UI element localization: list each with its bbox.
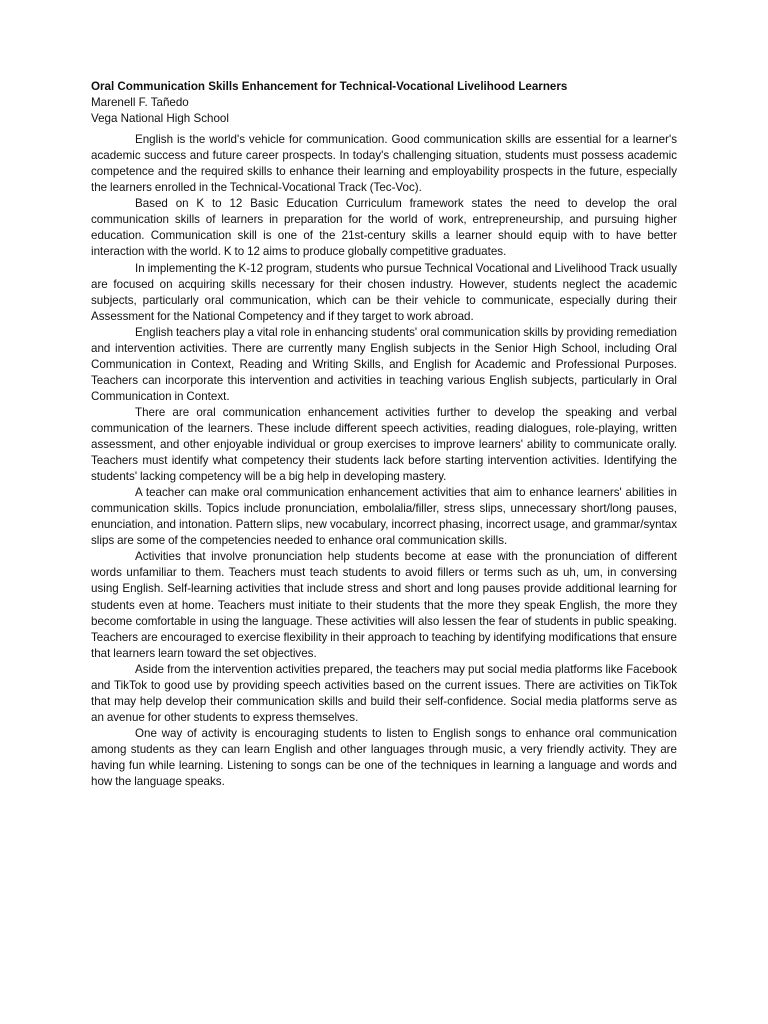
document-body	[91, 132, 677, 790]
paragraph-2: Based on K to 12 Basic Education Curriculum framework states the need to develop the oral communication skills of learners in preparation for the world of work, entrepreneurship, and pursuing higher education. Communication skill is one of the 21st-century skills a learner should equip with to have better interaction with the world. K to 12 aims to produce globally competitive graduates.	[91, 197, 677, 259]
paragraph-5: There are oral communication enhancement activities further to develop the speaking and verbal communication of the learners. These include different speech activities, reading dialogues, role-playing, written assessment, and other enjoyable individual or group exercises to improve learners' ability to communicate orally. Teachers must identify what competency their students lack before starting intervention activities. Identifying the students' lacking competency will be a big help in developing mastery.	[91, 405, 677, 484]
paragraph-9: One way of activity is encouraging students to listen to English songs to enhance oral communication among students as they can learn English and other languages through music, a very friendly activity. They are having fun while learning. Listening to songs can be one of the techniques in learning a language and words and how the language speaks.	[91, 726, 677, 789]
paragraph-4: English teachers play a vital role in enhancing students' oral communication skills by providing remediation and intervention activities. There are currently many English subjects in the Senior High School, including Oral Communication in Context, Reading and Writing Skills, and English for Academic and Professional Purposes. Teachers can incorporate this intervention and activities in teaching various English subjects, particularly in Oral Communication in Context.	[91, 325, 677, 403]
school-name: Vega National High School	[91, 112, 229, 126]
paragraph-6: A teacher can make oral communication enhancement activities that aim to enhance learners' abilities in communication skills. Topics include pronunciation, embolalia/filler, stress slips, unnecessary short/long pauses, enunciation, and intonation. Pattern slips, new vocabulary, incorrect phasing, incorrect usage, and grammar/syntax slips are some of the competencies needed to enhance oral communication skills.	[91, 486, 677, 548]
document-page	[91, 79, 677, 790]
paragraph-7: Activities that involve pronunciation help students become at ease with the pronunciation of different words unfamiliar to them. Teachers must teach students to avoid fillers or terms such as uh, um, in conversing using English. Self-learning activities that include stress and short and long pauses provide additional learning for students even at home. Teachers must initiate to their students that the more they speak English, the more they become comfortable in using the language. These activities will also lessen the fear of students in public speaking. Teachers are encouraged to exercise flexibility in their approach to teaching by identifying modifications that ensure that learners learn toward the set objectives.	[91, 550, 677, 660]
paragraph-3: In implementing the K-12 program, students who pursue Technical Vocational and Livelihood Track usually are focused on acquiring skills necessary for their chosen industry. However, students neglect the academic subjects, particularly oral communication, which can be their vehicle to communicate, especially during their Assessment for the National Competency and if they target to work abroad.	[91, 261, 677, 323]
document-title: Oral Communication Skills Enhancement for Technical-Vocational Livelihood Learners	[91, 80, 568, 93]
paragraph-1: English is the world's vehicle for communication. Good communication skills are essential for a learner's academic success and future career prospects. In today's challenging situation, students must possess academic competence and the required skills to enhance their learning and employability prospects in the future, especially the learners enrolled in the Technical-Vocational Track (Tec-Voc).	[91, 133, 677, 195]
author-name: Marenell F. Tañedo	[91, 96, 189, 110]
paragraph-8: Aside from the intervention activities prepared, the teachers may put social media platforms like Facebook and TikTok to good use by providing speech activities based on the current issues. There are activities on TikTok that may help develop their communication skills and build their self-confidence. Social media platforms serve as an avenue for other students to express themselves.	[91, 662, 677, 724]
